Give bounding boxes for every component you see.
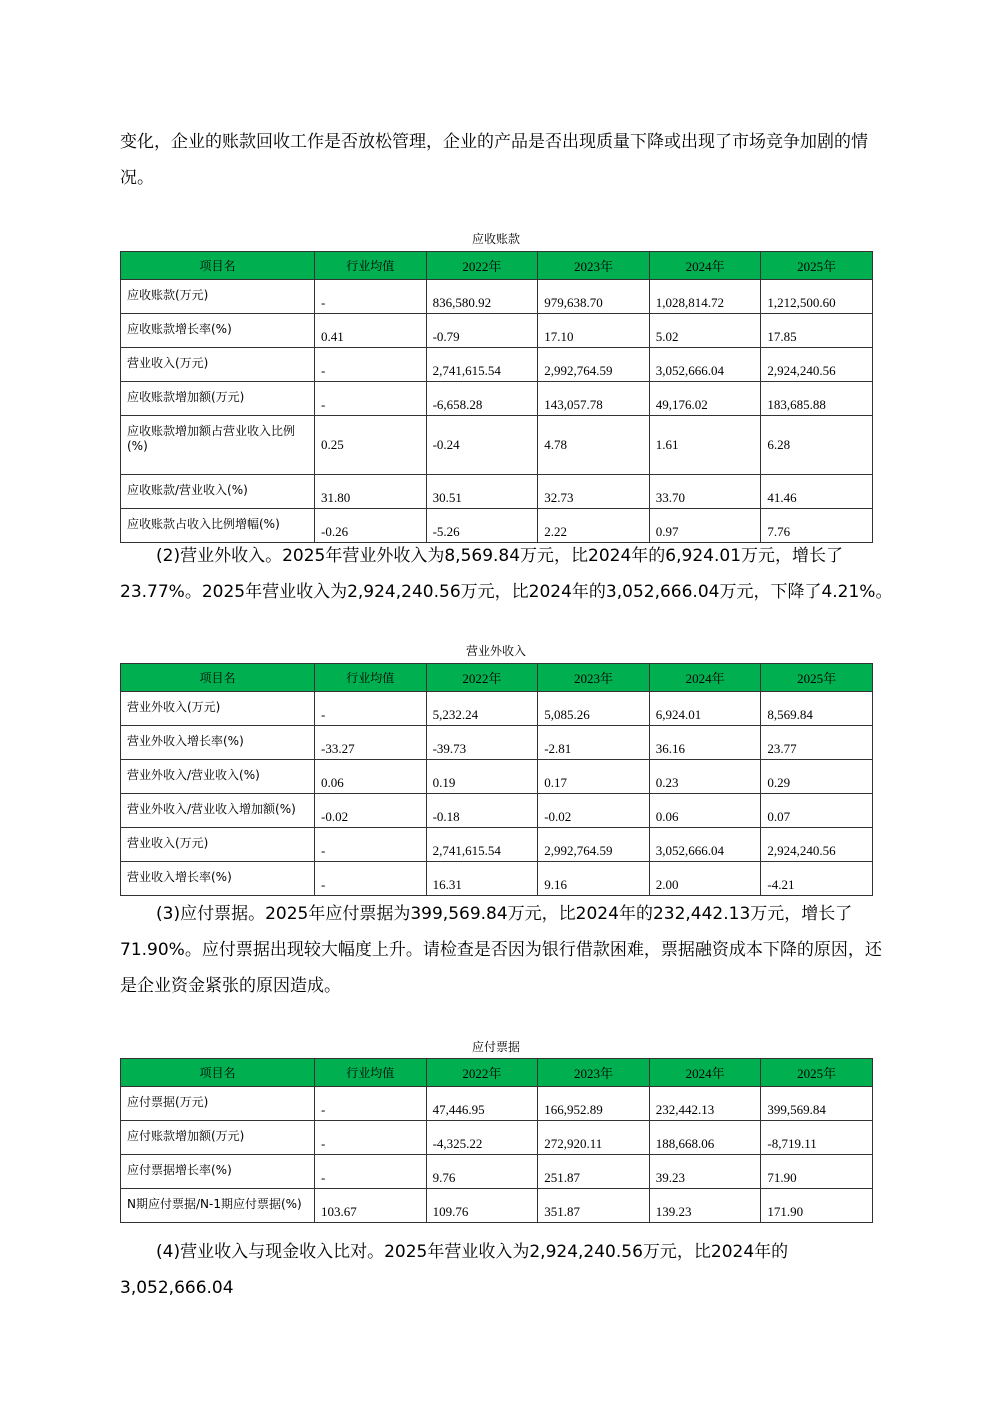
table-cell: 5,085.26 <box>538 692 650 726</box>
table-cell: 9.16 <box>538 862 650 896</box>
paragraph-receivables-intro: 变化，企业的账款回收工作是否放松管理，企业的产品是否出现质量下降或出现了市场竞争加剧的情况。 <box>120 132 868 188</box>
table-title-notes-payable: 应付票据 <box>471 1040 520 1054</box>
table-cell: 2,741,615.54 <box>426 828 538 862</box>
table-cell: 4.78 <box>538 416 650 475</box>
table-cell: - <box>315 1121 427 1155</box>
table-cell: 0.29 <box>761 760 873 794</box>
table-cell: 5.02 <box>649 314 761 348</box>
table-header-row <box>121 252 873 280</box>
row-label: 应收账款占收入比例增幅(%) <box>121 509 315 543</box>
table-cell: 1,028,814.72 <box>649 280 761 314</box>
column-header: 2025年 <box>761 252 873 280</box>
table-header-row <box>121 664 873 692</box>
receivables-table <box>120 251 873 543</box>
column-header: 行业均值 <box>315 252 427 280</box>
table-row <box>121 726 873 760</box>
table-cell: 836,580.92 <box>426 280 538 314</box>
table-cell: 1.61 <box>649 416 761 475</box>
table-cell: -4.21 <box>761 862 873 896</box>
table-cell: 0.25 <box>315 416 427 475</box>
column-header: 行业均值 <box>315 1059 427 1087</box>
table-cell: - <box>315 1155 427 1189</box>
table-cell: 6,924.01 <box>649 692 761 726</box>
table-cell: -0.26 <box>315 509 427 543</box>
row-label: 营业外收入(万元) <box>121 692 315 726</box>
notes-payable-table <box>120 1058 873 1223</box>
table-cell: 2.00 <box>649 862 761 896</box>
table-cell: - <box>315 1087 427 1121</box>
table-cell: 33.70 <box>649 475 761 509</box>
table-cell: -0.24 <box>426 416 538 475</box>
table-cell: -4,325.22 <box>426 1121 538 1155</box>
table-cell: 41.46 <box>761 475 873 509</box>
table-row <box>121 314 873 348</box>
row-label: 应付票据增长率(%) <box>121 1155 315 1189</box>
table-cell: 1,212,500.60 <box>761 280 873 314</box>
table-cell: 0.17 <box>538 760 650 794</box>
column-header: 项目名 <box>121 1059 315 1087</box>
table-row <box>121 382 873 416</box>
table-row <box>121 828 873 862</box>
row-label: 营业外收入增长率(%) <box>121 726 315 760</box>
table-cell: -0.79 <box>426 314 538 348</box>
column-header: 2022年 <box>426 1059 538 1087</box>
table-cell: 39.23 <box>649 1155 761 1189</box>
row-label: 应付票据(万元) <box>121 1087 315 1121</box>
table-cell: 3,052,666.04 <box>649 348 761 382</box>
table-cell: 31.80 <box>315 475 427 509</box>
row-label: 营业收入(万元) <box>121 828 315 862</box>
table-cell: - <box>315 280 427 314</box>
table-cell: 0.23 <box>649 760 761 794</box>
column-header: 2024年 <box>649 664 761 692</box>
table-row <box>121 760 873 794</box>
row-label: 营业外收入/营业收入(%) <box>121 760 315 794</box>
column-header: 2025年 <box>761 664 873 692</box>
column-header: 2023年 <box>538 252 650 280</box>
column-header: 行业均值 <box>315 664 427 692</box>
table-cell: 0.07 <box>761 794 873 828</box>
table-cell: 171.90 <box>761 1189 873 1223</box>
table-cell: 30.51 <box>426 475 538 509</box>
row-label: 应收账款/营业收入(%) <box>121 475 315 509</box>
row-label: 应收账款增长率(%) <box>121 314 315 348</box>
table-row <box>121 475 873 509</box>
table-row <box>121 794 873 828</box>
table-cell: - <box>315 828 427 862</box>
table-cell: -0.02 <box>315 794 427 828</box>
column-header: 2024年 <box>649 252 761 280</box>
table-cell: 32.73 <box>538 475 650 509</box>
table-row <box>121 1121 873 1155</box>
table-cell: 0.06 <box>649 794 761 828</box>
table-cell: -0.18 <box>426 794 538 828</box>
row-label: 营业收入增长率(%) <box>121 862 315 896</box>
table-cell: 251.87 <box>538 1155 650 1189</box>
table-cell: 399,569.84 <box>761 1087 873 1121</box>
paragraph-revenue-vs-cash: (4)营业收入与现金收入比对。2025年营业收入为2,924,240.56万元，比2024年的3,052,666.04 <box>120 1242 789 1298</box>
table-row <box>121 692 873 726</box>
table-title-receivables: 应收账款 <box>471 232 520 246</box>
column-header: 2022年 <box>426 252 538 280</box>
table-cell: 0.41 <box>315 314 427 348</box>
paragraph-non-operating-income: (2)营业外收入。2025年营业外收入为8,569.84万元，比2024年的6,924.01万元，增长了23.77%。2025年营业收入为2,924,240.56万元，比2024年的3,052,666.04万元，下降了4.21%。 <box>120 546 893 602</box>
row-label: N期应付票据/N-1期应付票据(%) <box>121 1189 315 1223</box>
table-title-non-operating-income: 营业外收入 <box>465 644 526 658</box>
table-cell: 3,052,666.04 <box>649 828 761 862</box>
table-cell: 17.10 <box>538 314 650 348</box>
table-cell: - <box>315 348 427 382</box>
column-header: 2024年 <box>649 1059 761 1087</box>
table-cell: -5.26 <box>426 509 538 543</box>
table-cell: 6.28 <box>761 416 873 475</box>
table-row <box>121 280 873 314</box>
table-cell: -39.73 <box>426 726 538 760</box>
paragraph-notes-payable: (3)应付票据。2025年应付票据为399,569.84万元，比2024年的232,442.13万元，增长了71.90%。应付票据出现较大幅度上升。请检查是否因为银行借款困难，票据融资成本下降的原因，还是企业资金紧张的原因造成。 <box>120 904 882 996</box>
table-cell: 2,924,240.56 <box>761 348 873 382</box>
table-cell: 36.16 <box>649 726 761 760</box>
table-cell: -2.81 <box>538 726 650 760</box>
table-cell: - <box>315 382 427 416</box>
column-header: 2023年 <box>538 664 650 692</box>
table-cell: 2,992,764.59 <box>538 828 650 862</box>
table-cell: -8,719.11 <box>761 1121 873 1155</box>
table-row <box>121 862 873 896</box>
table-cell: 0.97 <box>649 509 761 543</box>
table-cell: 2,741,615.54 <box>426 348 538 382</box>
column-header: 项目名 <box>121 664 315 692</box>
table-cell: - <box>315 862 427 896</box>
row-label: 应付账款增加额(万元) <box>121 1121 315 1155</box>
table-cell: 109.76 <box>426 1189 538 1223</box>
column-header: 2025年 <box>761 1059 873 1087</box>
table-cell: 188,668.06 <box>649 1121 761 1155</box>
table-row <box>121 1155 873 1189</box>
table-cell: 351.87 <box>538 1189 650 1223</box>
table-cell: -0.02 <box>538 794 650 828</box>
table-cell: 0.06 <box>315 760 427 794</box>
table-cell: 0.19 <box>426 760 538 794</box>
row-label: 营业收入(万元) <box>121 348 315 382</box>
table-cell: 979,638.70 <box>538 280 650 314</box>
table-cell: 143,057.78 <box>538 382 650 416</box>
table-cell: 17.85 <box>761 314 873 348</box>
table-row <box>121 1189 873 1223</box>
column-header: 2022年 <box>426 664 538 692</box>
table-cell: 16.31 <box>426 862 538 896</box>
table-cell: 103.67 <box>315 1189 427 1223</box>
column-header: 项目名 <box>121 252 315 280</box>
table-row <box>121 1087 873 1121</box>
row-label: 应收账款增加额(万元) <box>121 382 315 416</box>
row-label: 应收账款增加额占营业收入比例(%) <box>121 416 315 475</box>
table-cell: - <box>315 692 427 726</box>
table-row <box>121 416 873 475</box>
row-label: 应收账款(万元) <box>121 280 315 314</box>
table-cell: -33.27 <box>315 726 427 760</box>
table-cell: 2,992,764.59 <box>538 348 650 382</box>
table-cell: 8,569.84 <box>761 692 873 726</box>
non-operating-income-table <box>120 663 873 896</box>
table-cell: 49,176.02 <box>649 382 761 416</box>
table-cell: 5,232.24 <box>426 692 538 726</box>
row-label: 营业外收入/营业收入增加额(%) <box>121 794 315 828</box>
table-cell: 2,924,240.56 <box>761 828 873 862</box>
table-cell: 23.77 <box>761 726 873 760</box>
table-cell: -6,658.28 <box>426 382 538 416</box>
table-cell: 166,952.89 <box>538 1087 650 1121</box>
table-cell: 139.23 <box>649 1189 761 1223</box>
table-cell: 232,442.13 <box>649 1087 761 1121</box>
table-cell: 183,685.88 <box>761 382 873 416</box>
table-cell: 9.76 <box>426 1155 538 1189</box>
table-header-row <box>121 1059 873 1087</box>
table-cell: 47,446.95 <box>426 1087 538 1121</box>
table-row <box>121 348 873 382</box>
table-cell: 7.76 <box>761 509 873 543</box>
table-cell: 272,920.11 <box>538 1121 650 1155</box>
table-cell: 2.22 <box>538 509 650 543</box>
column-header: 2023年 <box>538 1059 650 1087</box>
table-cell: 71.90 <box>761 1155 873 1189</box>
